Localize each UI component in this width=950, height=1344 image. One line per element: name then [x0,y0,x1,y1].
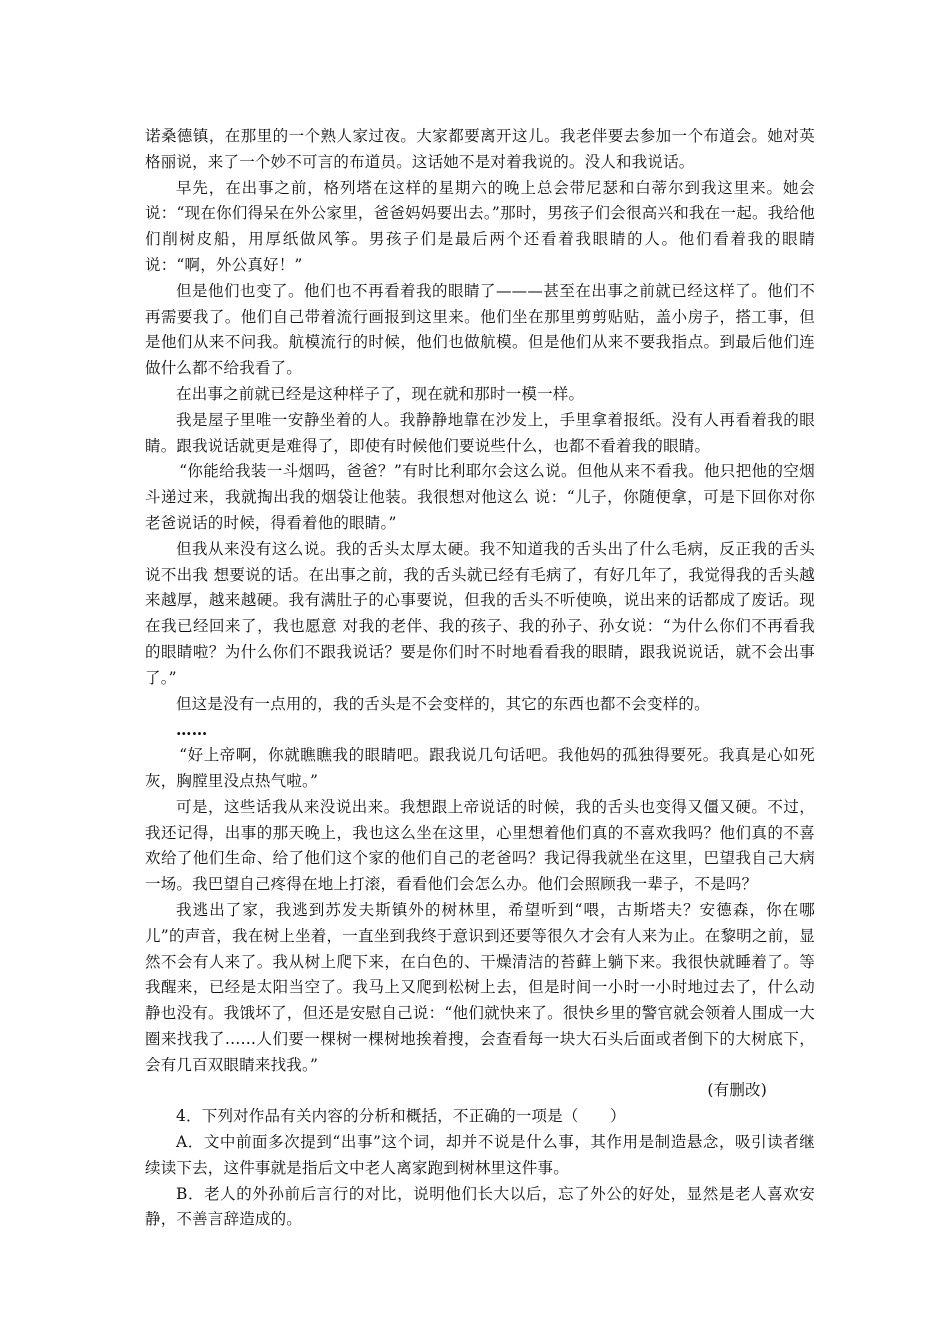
paragraph: 可是，这些话我从来没说出来。我想跟上帝说话的时候，我的舌头也变得又僵又硬。不过，我还记得，出事的那天晚上，我也这么坐在这里，心里想着他们真的不喜欢我吗？他们真的不喜欢给了他们生命、给了他们这个家的他们自己的老爸吗？我记得我就坐在这里，巴望我自己大病一场。我巴望自己疼得在地上打滚，看看他们会怎么办。他们会照顾我一辈子，不是吗？ [145,797,815,894]
quoted-paragraph: “你能给我装一斗烟吗，爸爸？”有时比利耶尔会这么说。但他从来不看我。他只把他的空烟斗递过来，我就掏出我的烟袋让他装。我很想对他这么 说：“儿子，你随便拿，可是下回你对你老爸说话的时候，得看着他的眼睛。” [145,462,815,532]
paragraph-continuation: 诺桑德镇，在那里的一个熟人家过夜。大家都要离开这儿。我老伴要去参加一个布道会。她对英格丽说，来了一个妙不可言的布道员。这话她不是对着我说的。没人和我说话。 [145,127,815,171]
paragraph: 我逃出了家，我逃到苏发夫斯镇外的树林里，希望听到“喂，古斯塔夫？安德森，你在哪儿”的声音，我在树上坐着，一直坐到我终于意识到还要等很久才会有人来为止。在黎明之前，显然不会有人来了。我从树上爬下来，在白色的、干燥清洁的苔藓上躺下来。我很快就睡着了。等我醒来，已经是太阳当空了。我马上又爬到松树上去，但是时间一小时一小时地过去了，什么动静也没有。我饿坏了，但还是安慰自己说：“他们就快来了。很快乡里的警官就会领着人围成一大圈来找我了……人们要一棵树一棵树地挨着搜，会查看每一块大石头后面或者倒下的大树底下，会有几百双眼睛来找我。” [145,900,815,1074]
paragraph: 但是他们也变了。他们也不再看着我的眼睛了———甚至在出事之前就已经这样了。他们不再需要我了。他们自己带着流行画报到这里来。他们坐在那里剪剪贴贴，盖小房子，搭工事，但是他们从来不问我。航模流行的时候，他们也做航模。但是他们从来不要我指点。到最后他们连做什么都不给我看了。 [145,281,815,378]
option-b: B．老人的外孙前后言行的对比，说明他们长大以后，忘了外公的好处，显然是老人喜欢安静，不善言辞造成的。 [145,1184,815,1229]
ellipsis-separator: …… [176,720,208,740]
paragraph: 但这是没有一点用的，我的舌头是不会变样的，其它的东西也都不会变样的。 [176,694,710,713]
document-body [145,124,815,1233]
paragraph: 在出事之前就已经是这种样子了，现在就和那时一模一样。 [176,384,585,403]
paragraph: 但我从来没有这么说。我的舌头太厚太硬。我不知道我的舌头出了什么毛病，反正我的舌头说不出我 想要说的话。在出事之前，我的舌头就已经有毛病了，有好几年了，我觉得我的舌头越来越厚，越来越硬。我有满肚子的心事要说，但我的舌头不听使唤，说出来的话都成了废话。现在我已经回来了，我也愿意 对我的老伴、我的孩子、我的孙子、孙女说：“为什么你们不再看我的眼睛啦？为什么你们不跟我说话？要是你们时不时地看看我的眼睛，跟我说说话，就不会出事了。” [145,539,815,687]
paragraph: 我是屋子里唯一安静坐着的人。我静静地靠在沙发上，手里拿着报纸。没有人再看着我的眼睛。跟我说话就更是难得了，即使有时候他们要说些什么，也都不看着我的眼睛。 [145,410,815,455]
source-note: (有删改) [707,1081,767,1100]
quoted-paragraph: “好上帝啊，你就瞧瞧我的眼睛吧。跟我说几句话吧。我他妈的孤独得要死。我真是心如死灰，胸膛里没点热气啦。” [145,746,815,790]
option-a: A．文中前面多次提到“出事”这个词，却并不说是什么事，其作用是制造悬念，吸引读者继续读下去，这件事就是指后文中老人离家跑到树林里这件事。 [145,1133,815,1177]
paragraph: 早先，在出事之前，格列塔在这样的星期六的晚上总会带尼瑟和白蒂尔到我这里来。她会说：“现在你们得呆在外公家里，爸爸妈妈要出去。”那时，男孩子们会很高兴和我在一起。我给他们削树皮船，用厚纸做风筝。男孩子们是最后两个还看着我眼睛的人。他们看着我的眼睛说：“啊，外公真好！” [145,178,815,274]
question-stem: 4．下列对作品有关内容的分析和概括，不正确的一项是（ ） [176,1107,626,1126]
